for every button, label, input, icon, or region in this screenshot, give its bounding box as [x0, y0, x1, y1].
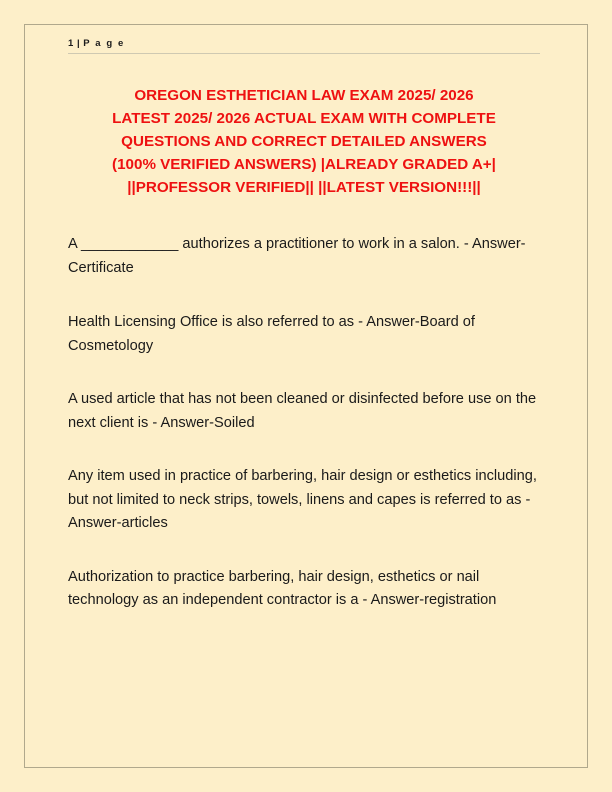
title-line-1: OREGON ESTHETICIAN LAW EXAM 2025/ 2026 — [134, 87, 474, 104]
qa-item: Any item used in practice of barbering, hair design or esthetics including, but not limited to neck strips, towels, linens and capes is referred to as - Answer-articles — [68, 468, 537, 531]
page-number-separator: | — [76, 38, 81, 49]
qa-item: Authorization to practice barbering, hair design, esthetics or nail technology as an independent contractor is a - Answer-registration — [68, 568, 497, 608]
title-line-2: LATEST 2025/ 2026 ACTUAL EXAM WITH COMPLETE — [112, 110, 496, 127]
title-line-4: (100% VERIFIED ANSWERS) |ALREADY GRADED A+| — [112, 156, 496, 173]
document-title — [68, 84, 540, 199]
title-line-5: ||PROFESSOR VERIFIED|| ||LATEST VERSION!!!|| — [127, 179, 481, 196]
qa-item: A used article that has not been cleaned or disinfected before use on the next client is - Answer-Soiled — [68, 391, 537, 431]
page-number-value: 1 — [68, 38, 74, 49]
qa-item: A ____________ authorizes a practitioner to work in a salon. - Answer-Certificate — [68, 236, 526, 276]
page-content — [68, 30, 544, 643]
qa-item: Health Licensing Office is also referred to as - Answer-Board of Cosmetology — [68, 314, 475, 354]
question-answer-list — [68, 233, 540, 613]
title-line-3: QUESTIONS AND CORRECT DETAILED ANSWERS — [121, 133, 487, 150]
page-word-label: P a g e — [83, 38, 125, 49]
page-number-label — [68, 38, 540, 49]
page-header — [68, 30, 540, 54]
